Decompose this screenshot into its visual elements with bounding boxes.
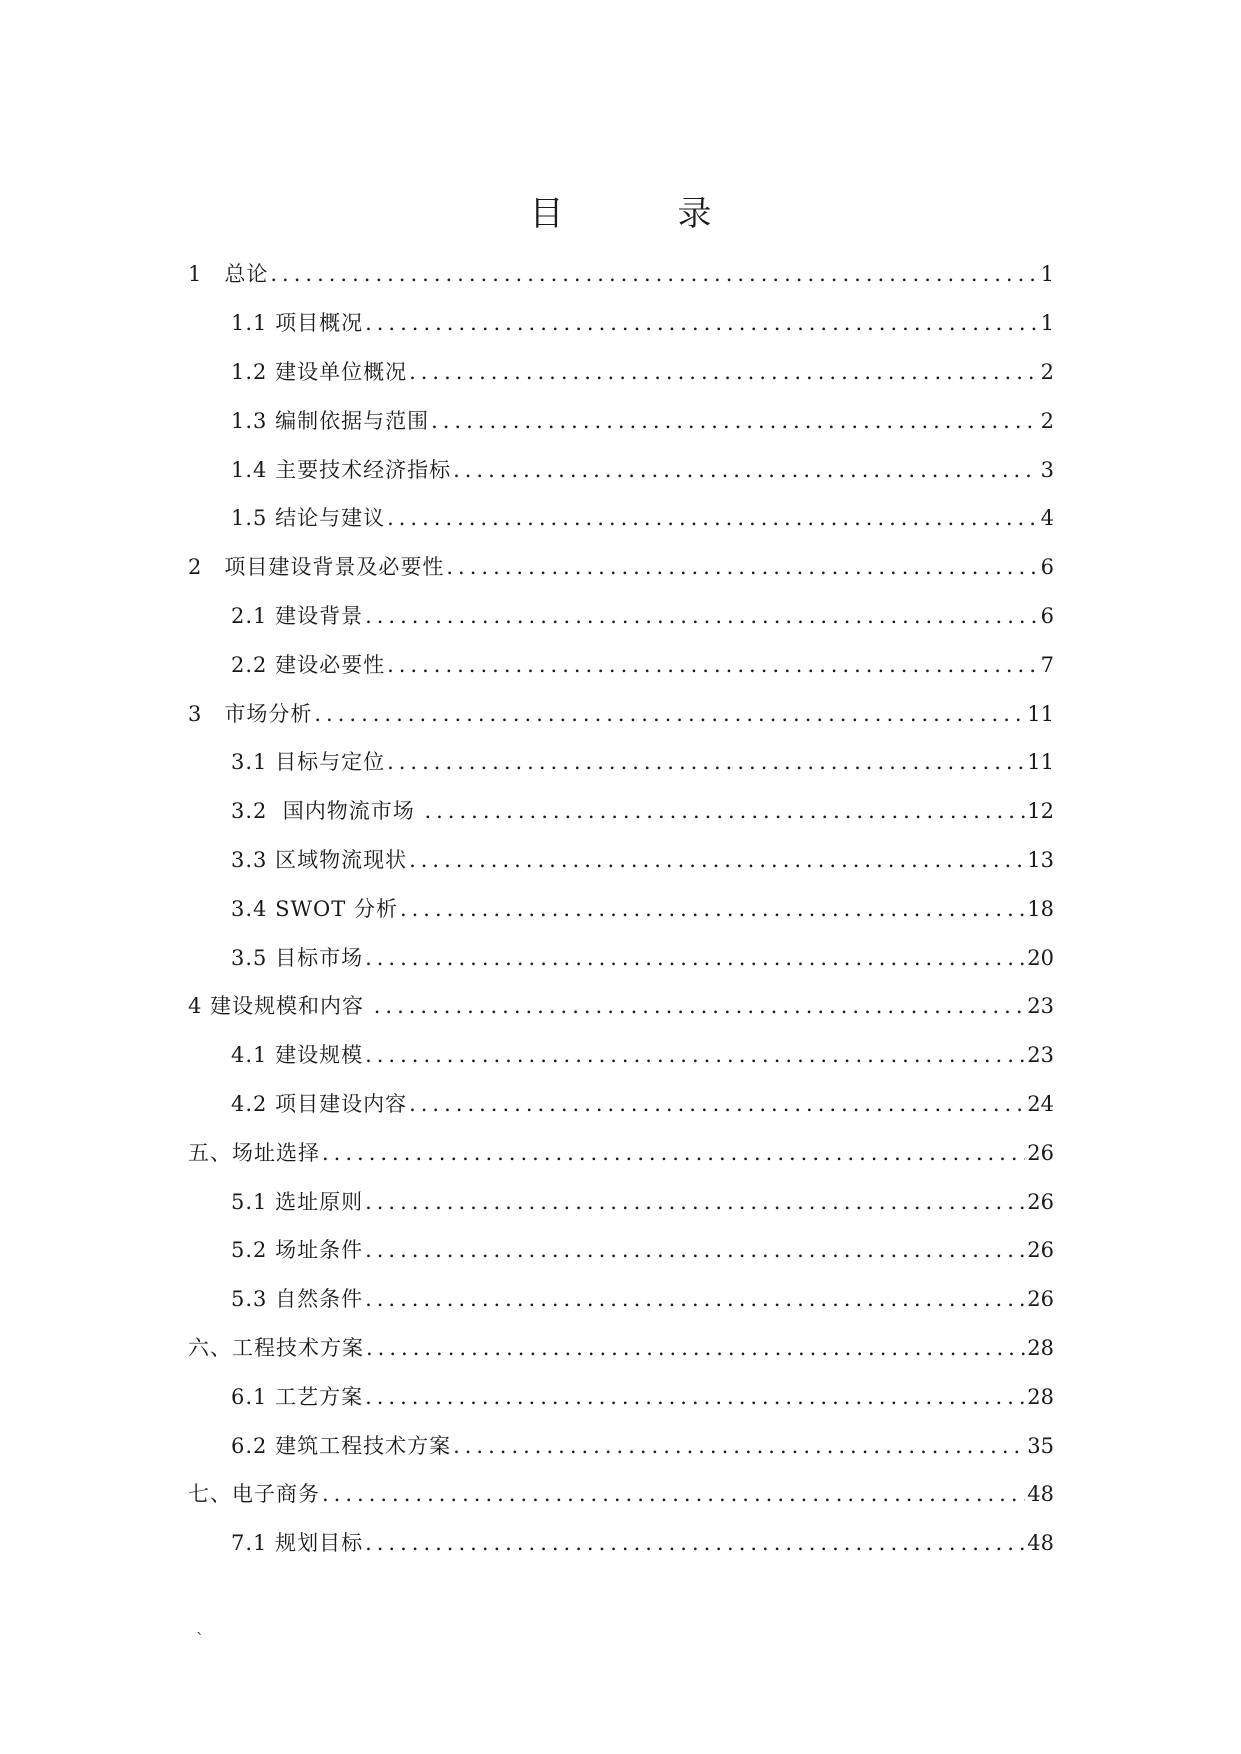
toc-entry-page-number: 6 bbox=[1040, 555, 1054, 580]
toc-entry[interactable] bbox=[188, 543, 1054, 592]
toc-entry-page-number: 48 bbox=[1027, 1482, 1054, 1507]
toc-entry-label: 六、工程技术方案 bbox=[188, 1335, 364, 1360]
toc-entry-label: 5.1 选址原则 bbox=[231, 1189, 364, 1214]
toc-entry-page-number: 7 bbox=[1040, 652, 1054, 677]
toc-entry-page-number: 1 bbox=[1040, 262, 1054, 287]
toc-leader-dots bbox=[365, 601, 1036, 631]
toc-entry[interactable] bbox=[188, 1128, 1054, 1177]
toc-entry[interactable] bbox=[188, 1080, 1054, 1129]
toc-entry-label: 4.2 项目建设内容 bbox=[231, 1091, 408, 1116]
toc-entry-label: 3.3 区域物流现状 bbox=[231, 847, 408, 872]
toc-entry[interactable] bbox=[188, 1470, 1054, 1519]
toc-entry[interactable] bbox=[188, 982, 1054, 1031]
toc-leader-dots bbox=[409, 845, 1025, 875]
toc-leader-dots bbox=[453, 1431, 1025, 1461]
toc-entry-label: 5.2 场址条件 bbox=[231, 1238, 364, 1263]
toc-entry[interactable] bbox=[188, 1324, 1054, 1373]
toc-entry-label: 4 建设规模和内容 bbox=[188, 994, 372, 1019]
toc-leader-dots bbox=[270, 259, 1036, 289]
toc-leader-dots bbox=[387, 747, 1025, 777]
footer-mark: ` bbox=[196, 1630, 204, 1649]
toc-leader-dots bbox=[400, 894, 1025, 924]
toc-entry-page-number: 4 bbox=[1040, 506, 1054, 531]
toc-leader-dots bbox=[453, 455, 1036, 485]
toc-entry-label: 3.5 目标市场 bbox=[231, 945, 364, 970]
toc-entry-page-number: 23 bbox=[1027, 1043, 1054, 1068]
toc-entry[interactable] bbox=[188, 348, 1054, 397]
toc-entry[interactable] bbox=[188, 1177, 1054, 1226]
toc-entry-page-number: 20 bbox=[1027, 945, 1054, 970]
toc-leader-dots bbox=[374, 991, 1026, 1021]
toc-entry-page-number: 26 bbox=[1027, 1140, 1054, 1165]
toc-entry-label: 1.1 项目概况 bbox=[231, 311, 364, 336]
toc-entry-label: 6.2 建筑工程技术方案 bbox=[231, 1433, 452, 1458]
toc-leader-dots bbox=[365, 1040, 1025, 1070]
toc-entry-page-number: 2 bbox=[1040, 359, 1054, 384]
toc-leader-dots bbox=[322, 1138, 1025, 1168]
toc-entry-page-number: 11 bbox=[1027, 750, 1054, 775]
toc-leader-dots bbox=[446, 552, 1036, 582]
toc-entry-page-number: 2 bbox=[1040, 408, 1054, 433]
toc-entry-page-number: 24 bbox=[1027, 1091, 1054, 1116]
toc-entry-label: 3.1 目标与定位 bbox=[231, 750, 386, 775]
toc-entry[interactable] bbox=[188, 1519, 1054, 1568]
toc-leader-dots bbox=[365, 1235, 1025, 1265]
toc-entry-page-number: 26 bbox=[1027, 1238, 1054, 1263]
toc-entry[interactable] bbox=[188, 689, 1054, 738]
toc-entry-label: 1.4 主要技术经济指标 bbox=[231, 457, 452, 482]
toc-leader-dots bbox=[365, 1284, 1025, 1314]
toc-entry[interactable] bbox=[188, 592, 1054, 641]
toc-entry-page-number: 28 bbox=[1027, 1335, 1054, 1360]
toc-leader-dots bbox=[365, 1187, 1025, 1217]
toc-entry[interactable] bbox=[188, 1421, 1054, 1470]
toc-entry[interactable] bbox=[188, 640, 1054, 689]
toc-entry-page-number: 26 bbox=[1027, 1287, 1054, 1312]
toc-entry-page-number: 3 bbox=[1040, 457, 1054, 482]
toc-entry-label: 五、场址选择 bbox=[188, 1140, 320, 1165]
toc-entry[interactable] bbox=[188, 1226, 1054, 1275]
toc-entry[interactable] bbox=[188, 1275, 1054, 1324]
toc-leader-dots bbox=[424, 796, 1025, 826]
toc-entry-label: 3.4 SWOT 分析 bbox=[231, 896, 398, 921]
toc-leader-dots bbox=[431, 406, 1036, 436]
toc-entry[interactable] bbox=[188, 738, 1054, 787]
toc-leader-dots bbox=[365, 308, 1036, 338]
table-of-contents bbox=[188, 250, 1054, 1568]
toc-entry-page-number: 26 bbox=[1027, 1189, 1054, 1214]
toc-entry-page-number: 6 bbox=[1040, 603, 1054, 628]
toc-leader-dots bbox=[409, 357, 1036, 387]
toc-entry-label: 1 总论 bbox=[188, 262, 269, 287]
toc-entry[interactable] bbox=[188, 299, 1054, 348]
toc-leader-dots bbox=[387, 503, 1036, 533]
toc-leader-dots bbox=[365, 943, 1025, 973]
toc-entry-label: 2.1 建设背景 bbox=[231, 603, 364, 628]
toc-leader-dots bbox=[387, 650, 1036, 680]
toc-entry[interactable] bbox=[188, 445, 1054, 494]
toc-entry-label: 1.5 结论与建议 bbox=[231, 506, 386, 531]
toc-entry[interactable] bbox=[188, 396, 1054, 445]
toc-entry-label: 7.1 规划目标 bbox=[231, 1531, 364, 1556]
toc-entry[interactable] bbox=[188, 884, 1054, 933]
toc-entry-page-number: 18 bbox=[1027, 896, 1054, 921]
page-title: 目 录 bbox=[529, 194, 752, 234]
toc-entry-label: 1.2 建设单位概况 bbox=[231, 359, 408, 384]
toc-entry-label: 3.2 国内物流市场 bbox=[231, 799, 423, 824]
toc-entry[interactable] bbox=[188, 933, 1054, 982]
toc-entry-label: 3 市场分析 bbox=[188, 701, 313, 726]
toc-leader-dots bbox=[322, 1479, 1025, 1509]
toc-entry-page-number: 23 bbox=[1027, 994, 1054, 1019]
toc-leader-dots bbox=[314, 699, 1025, 729]
toc-entry[interactable] bbox=[188, 787, 1054, 836]
toc-entry-label: 1.3 编制依据与范围 bbox=[231, 408, 430, 433]
toc-leader-dots bbox=[365, 1528, 1025, 1558]
toc-entry-page-number: 48 bbox=[1027, 1531, 1054, 1556]
toc-entry-label: 4.1 建设规模 bbox=[231, 1043, 364, 1068]
toc-entry-label: 2.2 建设必要性 bbox=[231, 652, 386, 677]
toc-entry-label: 6.1 工艺方案 bbox=[231, 1384, 364, 1409]
toc-entry[interactable] bbox=[188, 494, 1054, 543]
toc-entry-label: 2 项目建设背景及必要性 bbox=[188, 555, 445, 580]
toc-entry-label: 5.3 自然条件 bbox=[231, 1287, 364, 1312]
toc-leader-dots bbox=[366, 1333, 1025, 1363]
toc-entry-page-number: 12 bbox=[1027, 799, 1054, 824]
toc-entry[interactable] bbox=[188, 836, 1054, 885]
toc-entry-page-number: 13 bbox=[1027, 847, 1054, 872]
toc-entry-page-number: 11 bbox=[1027, 701, 1054, 726]
toc-entry-page-number: 35 bbox=[1027, 1433, 1054, 1458]
toc-entry[interactable] bbox=[188, 250, 1054, 299]
toc-entry[interactable] bbox=[188, 1031, 1054, 1080]
toc-leader-dots bbox=[409, 1089, 1025, 1119]
toc-entry-page-number: 28 bbox=[1027, 1384, 1054, 1409]
toc-leader-dots bbox=[365, 1382, 1025, 1412]
toc-entry-page-number: 1 bbox=[1040, 311, 1054, 336]
toc-entry[interactable] bbox=[188, 1372, 1054, 1421]
toc-entry-label: 七、电子商务 bbox=[188, 1482, 320, 1507]
